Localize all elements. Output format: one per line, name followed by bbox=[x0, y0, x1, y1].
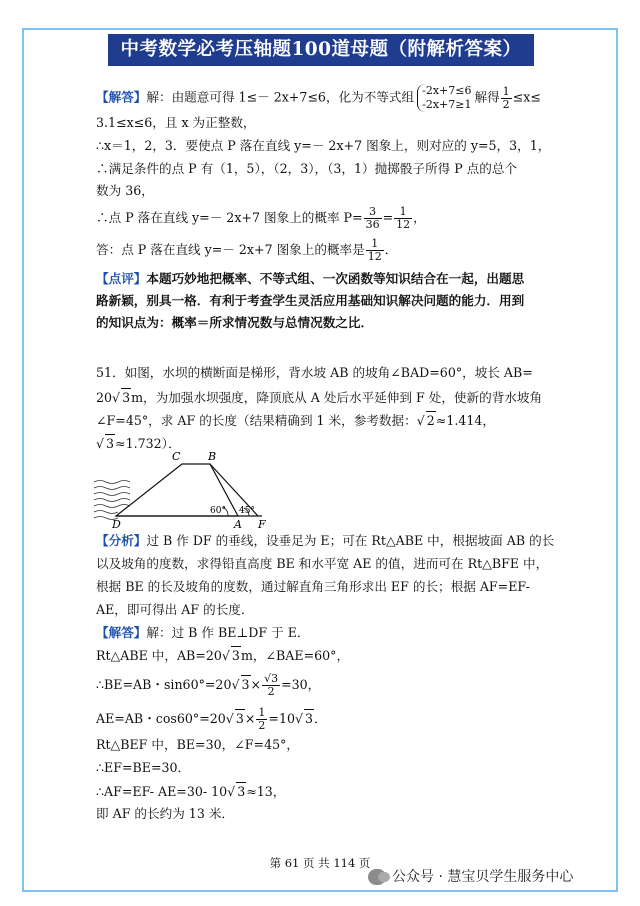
answer-line-7: 答：点 P 落在直线 y=－ 2x+7 图象上的概率是 $\frac{1}{12}$ ． bbox=[96, 237, 398, 263]
answer-line-6: ∴点 P 落在直线 y=－ 2x+7 图象上的概率 P= $\frac{3}{36}$ = $\frac{1}{12}$ ， bbox=[96, 205, 426, 231]
solution-line-8: 即 AF 的长约为 13 米． bbox=[96, 806, 235, 821]
solution-line-2: Rt△ABE 中，AB=20√ 3m，∠BAE=60°， bbox=[96, 648, 350, 663]
water-waves bbox=[94, 481, 130, 520]
answer-line-4: ∴满足条件的点 P 有（1，5），（2，3），（3，1）抛掷骰子所得 P 点的总个 bbox=[96, 161, 518, 176]
solution-line-5: Rt△BEF 中，BE=30，∠F=45°， bbox=[96, 737, 299, 752]
solution-line-3: ∴BE=AB・sin60°=20√ 3× $\frac{√3}{2}$ =30， bbox=[96, 672, 321, 698]
inequality-system: -2x+7≤6 -2x+7≥1 bbox=[417, 84, 471, 112]
analysis-line-3: 根据 BE 的长及坡角的度数，通过解直角三角形求出 EF 的长；根据 AF=EF- bbox=[96, 579, 530, 594]
analysis-line-1: 【分析】过 B 作 DF 的垂线，设垂足为 E；可在 Rt△ABE 中，根据坡面 AB 的长 bbox=[96, 533, 555, 548]
angle-45: 45° bbox=[239, 506, 255, 516]
solution-line-6: ∴EF=BE=30． bbox=[96, 760, 191, 775]
answer-line-3: ∴x＝1，2，3．要使点 P 落在直线 y=－ 2x+7 图象上，则对应的 y=5，3，1， bbox=[96, 138, 551, 153]
label-b: B bbox=[208, 450, 217, 463]
watermark: 公众号 · 慧宝贝学生服务中心 bbox=[368, 866, 573, 886]
comment-line-1: 【点评】本题巧妙地把概率、不等式组、一次函数等知识结合在一起，出题思 bbox=[96, 271, 525, 286]
analysis-line-2: 以及坡角的度数，求得铅直高度 BE 和水平宽 AE 的值，进而可在 Rt△BFE 中， bbox=[96, 556, 549, 571]
answer-line-2: 3.1≤x≤6，且 x 为正整数， bbox=[96, 115, 256, 130]
problem-line-4: √ 3≈1.732）． bbox=[96, 436, 181, 451]
dam-figure bbox=[92, 446, 282, 532]
problem-line-3: ∠F=45°，求 AF 的长度（结果精确到 1 米，参考数据：√ 2≈1.414， bbox=[96, 413, 495, 428]
angle-60: 60° bbox=[210, 506, 226, 516]
wechat-icon bbox=[368, 869, 386, 885]
analysis-line-4: AE，即可得出 AF 的长度． bbox=[96, 602, 254, 617]
page-title: 中考数学必考压轴题100道母题（附解析答案） bbox=[108, 34, 534, 66]
problem-line-2: 20√ 3m，为加强水坝强度，降顶底从 A 处后水平延伸到 F 处，使新的背水坡角 bbox=[96, 390, 543, 405]
answer-line-1: 【解答】解：由题意可得 1≤－ 2x+7≤6，化为不等式组 -2x+7≤6 -2x+7≥1 解得 $\frac{1}{2}$ ≤x≤ bbox=[96, 84, 541, 111]
page-number: 第 61 页 共 114 页 bbox=[269, 856, 371, 870]
solution-line-1: 【解答】解：过 B 作 BE⊥DF 于 E． bbox=[96, 625, 310, 640]
label-f: F bbox=[258, 518, 266, 531]
comment-line-3: 的知识点为：概率＝所求情况数与总情况数之比． bbox=[96, 315, 374, 330]
solution-line-7: ∴AF=EF- AE=30- 10√ 3≈13， bbox=[96, 784, 286, 799]
answer-line-5: 数为 36， bbox=[96, 183, 154, 198]
problem-line-1: 51．如图，水坝的横断面是梯形，背水坡 AB 的坡角∠BAD=60°，坡长 AB= bbox=[96, 365, 533, 380]
label-a: A bbox=[234, 518, 242, 531]
solution-line-4: AE=AB・cos60°=20√ 3× $\frac{1}{2}$ =10√ 3． bbox=[96, 706, 327, 732]
comment-line-2: 路新颖，别具一格．有利于考查学生灵活应用基础知识解决问题的能力．用到 bbox=[96, 293, 525, 308]
label-d: D bbox=[112, 518, 121, 531]
label-c: C bbox=[172, 450, 181, 463]
